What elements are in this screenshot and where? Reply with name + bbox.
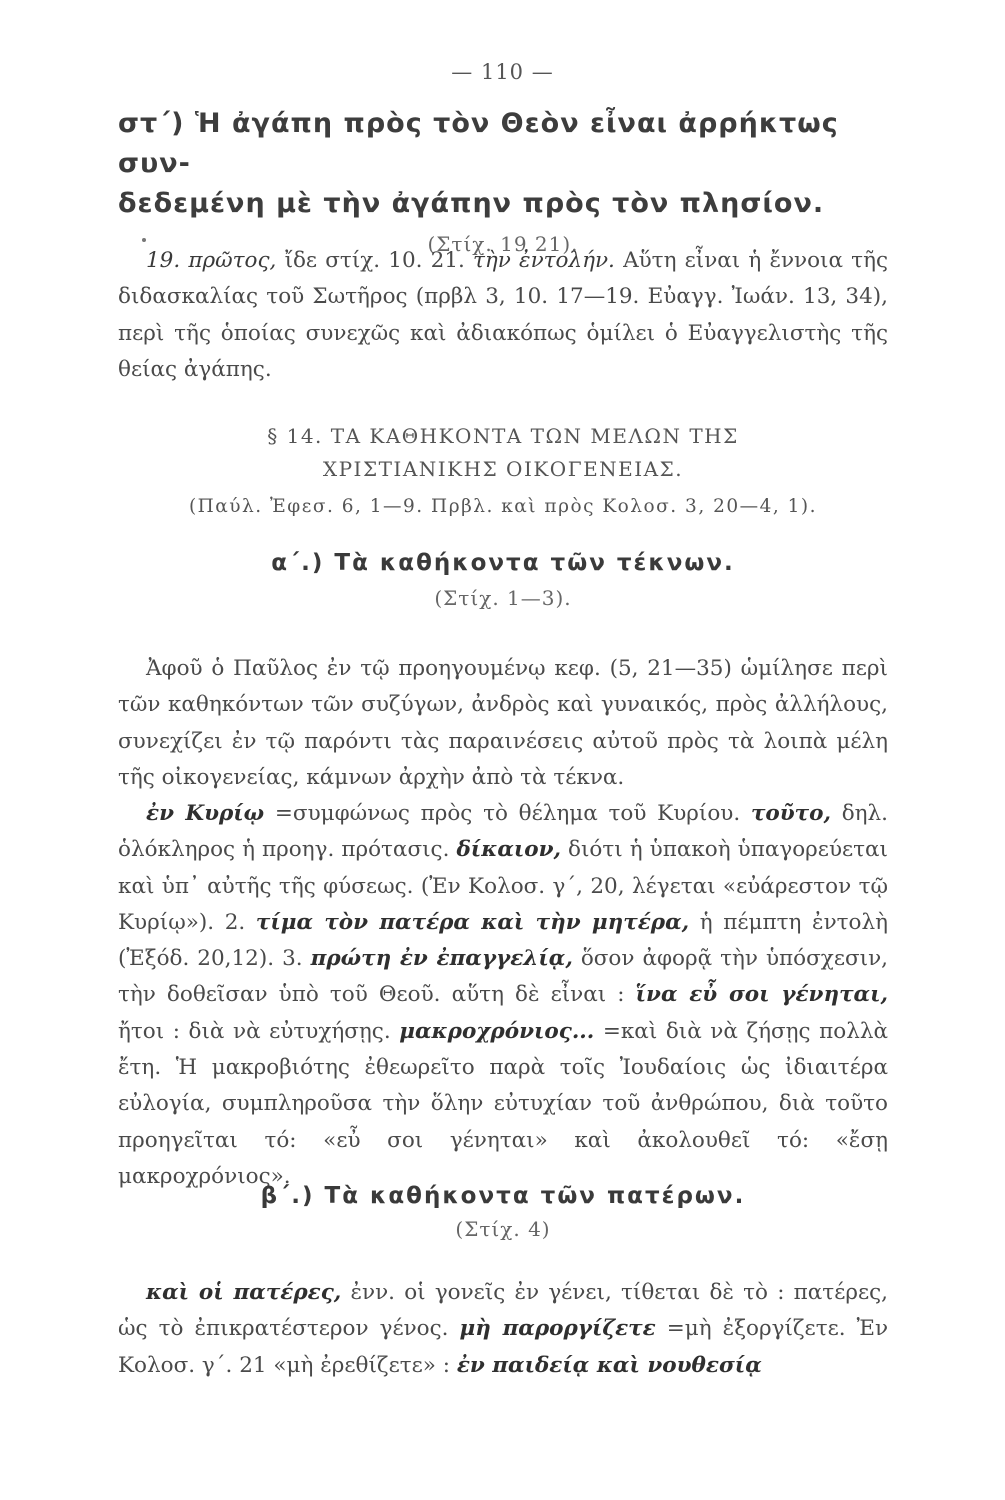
- text-run: ἡ πέμπτη ἐντολὴ (Ἐξόδ. 20,12). 3.: [118, 909, 889, 972]
- term: ἐν παιδείᾳ καὶ νουθεσίᾳ: [456, 1352, 762, 1378]
- margin-dot: [142, 238, 146, 242]
- section-st: [118, 104, 888, 256]
- section-b-verses: (Στίχ. 4): [455, 1217, 551, 1241]
- term: πρώτη ἐν ἐπαγγελίᾳ,: [310, 946, 573, 972]
- text-run: ὅσον ἀφορᾷ τὴν ὑπόσχεσιν, τὴν δοθεῖσαν ὑπὸ τοῦ Θεοῦ. αὕτη δὲ εἶναι :: [118, 946, 888, 1008]
- section-a-verses: (Στίχ. 1—3).: [434, 586, 572, 610]
- term: καὶ οἱ πατέρες,: [146, 1280, 342, 1305]
- term: ἐν Κυρίῳ: [146, 801, 265, 826]
- section-b-title: β΄.) Τὰ καθήκοντα τῶν πατέρων.: [260, 1183, 746, 1209]
- section-a-commentary: [118, 796, 888, 1195]
- page-number: — 110 —: [451, 60, 554, 84]
- term-protos: 19. πρῶτος,: [146, 248, 277, 273]
- section-st-paragraph: [118, 243, 888, 388]
- section-st-title-line2: δεδεμένη μὲ τὴν ἀγάπην πρὸς τὸν πλησίον.: [118, 188, 825, 219]
- section-a-title: α΄.) Τὰ καθήκοντα τῶν τέκνων.: [271, 550, 735, 576]
- term: τίμα τὸν πατέρα καὶ τὴν μητέρα,: [255, 909, 690, 935]
- text-run: =συμφώνως πρὸς τὸ θέλημα τοῦ Κυρίου.: [264, 801, 751, 826]
- section-14-heading-line2: ΧΡΙΣΤΙΑΝΙΚΗΣ ΟΙΚΟΓΕΝΕΙΑΣ.: [322, 457, 684, 481]
- section-b-commentary: [118, 1275, 888, 1384]
- text-run: διότι ἡ ὑπακοὴ ὑπαγορεύεται καὶ ὑπ᾿ αὐτῆς τῆς φύσεως. (Ἐν Κολοσ. γ΄, 20, λέγεται «εὐάρεστον τῷ Κυρίῳ»). 2.: [118, 837, 888, 935]
- section-14-heading: [118, 420, 888, 523]
- term: δίκαιον,: [456, 837, 562, 863]
- text-run: ἴδε στίχ. 10. 21.: [276, 248, 474, 273]
- text-run: =καὶ διὰ νὰ ζήσῃς πολλὰ ἔτη. Ἡ μακροβιότης ἐθεωρεῖτο παρὰ τοῖς Ἰουδαίοις ὡς ἰδιαιτέρα εὐλογία, συμπληροῦσα τὴν ὅλην εὐτυχίαν τοῦ ἀνθρώπου, διὰ τοῦτο προηγεῖται τό: «εὖ σοι γένηται» καὶ ἀκολουθεῖ τό: «ἔσῃ μακροχρόνιος».: [118, 1018, 888, 1189]
- section-a-intro: Ἀφοῦ ὁ Παῦλος ἐν τῷ προηγουμένῳ κεφ. (5, 21—35) ὡμίλησε περὶ τῶν καθηκόντων τῶν συζύγων, ἀνδρὸς καὶ γυναικός, πρὸς ἀλλήλους, συνεχίζει ἐν τῷ παρόντι τὰς παραινέσεις αὐτοῦ πρὸς τὰ λοιπὰ μέλη τῆς οἰκογενείας, κάμνων ἀρχὴν ἀπὸ τὰ τέκνα.: [118, 656, 888, 790]
- term: μὴ παροργίζετε: [459, 1316, 656, 1342]
- text-run: =μὴ ἐξοργίζετε. Ἐν Κολοσ. γ΄. 21 «μὴ ἐρεθίζετε» :: [118, 1316, 889, 1378]
- term: ἵνα εὖ σοι γένηται,: [635, 982, 888, 1008]
- text-run: ἐνν. οἱ γονεῖς ἐν γένει, τίθεται δὲ τὸ : πατέρες, ὡς τὸ ἐπικρατέστερον γένος.: [118, 1280, 888, 1342]
- text-run: ἤτοι : διὰ νὰ εὐτυχήσῃς.: [118, 1018, 400, 1044]
- text-run: δηλ. ὁλόκληρος ἡ προηγ. πρότασις.: [118, 801, 888, 863]
- section-14-reference: (Παύλ. Ἐφεσ. 6, 1—9. Πρβλ. καὶ πρὸς Κολοσ. 3, 20—4, 1).: [188, 496, 818, 517]
- term: μακροχρόνιος...: [399, 1018, 595, 1044]
- section-14-heading-line1: § 14. ΤΑ ΚΑΘΗΚΟΝΤΑ ΤΩΝ ΜΕΛΩΝ ΤΗΣ: [267, 424, 739, 448]
- text-run: Αὕτη εἶναι ἡ ἔννοια τῆς διδασκαλίας τοῦ Σωτῆρος (πρβλ 3, 10. 17—19. Εὐαγγ. Ἰωάν. 13, 34), περὶ τῆς ὁποίας συνεχῶς καὶ ἀδιακόπως ὁμίλει ὁ Εὐαγγελιστὴς τῆς θείας ἀγάπης.: [118, 248, 888, 382]
- section-st-title-line1: στ΄) Ἡ ἀγάπη πρὸς τὸν Θεὸν εἶναι ἀρρήκτως συν-: [118, 108, 839, 179]
- section-st-verses: (Στίχ. 19 21).: [427, 232, 579, 256]
- term-entolin: τὴν ἐντολήν.: [473, 248, 615, 273]
- section-a-header: [118, 550, 888, 610]
- section-b-header: [118, 1183, 888, 1241]
- term: τοῦτο,: [750, 801, 831, 826]
